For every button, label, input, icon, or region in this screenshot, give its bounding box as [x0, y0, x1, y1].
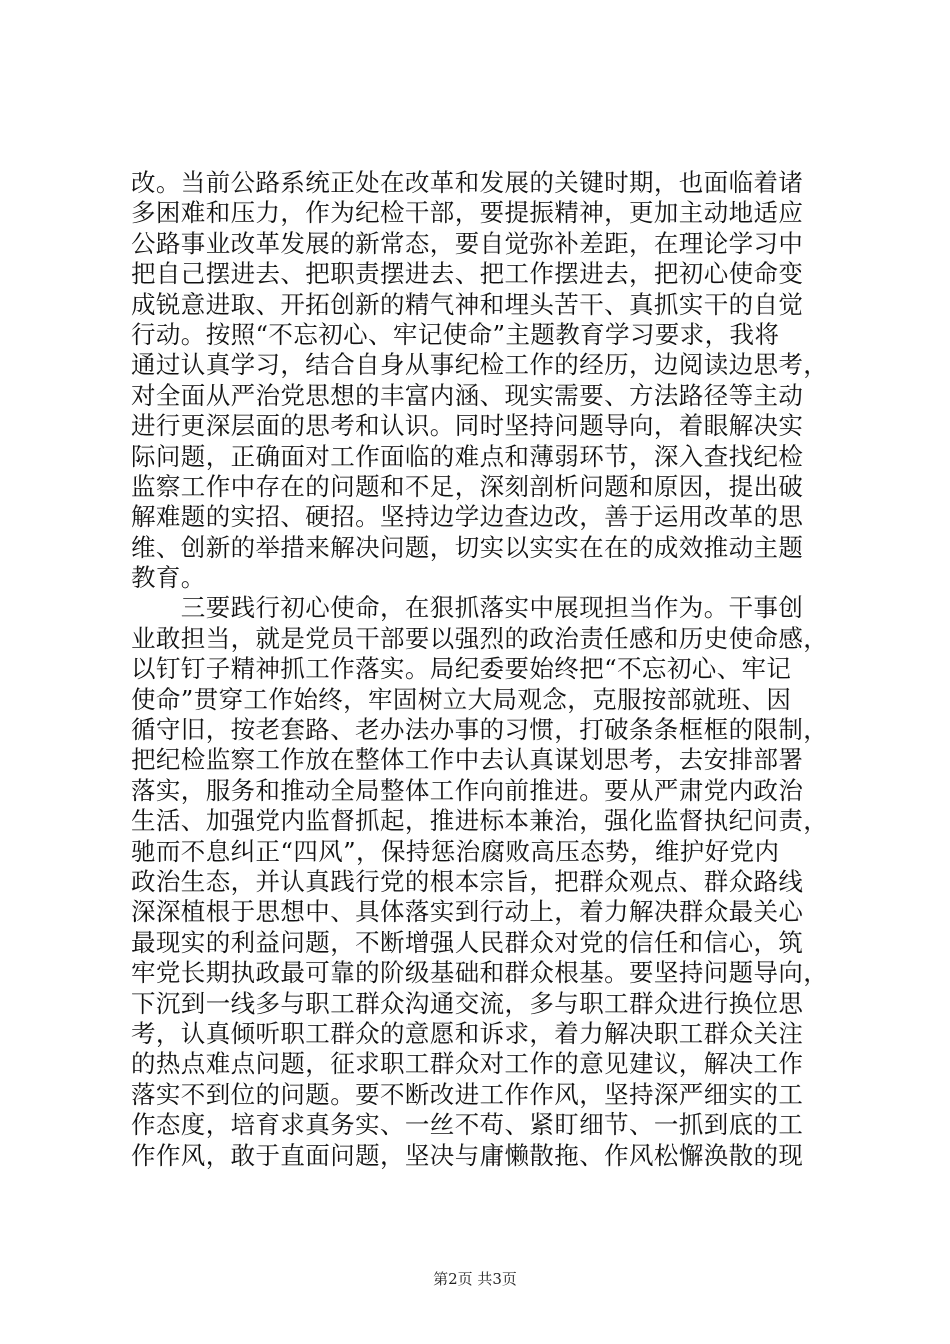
text-line: 深深植根于思想中、具体落实到行动上，着力解决群众最关心 [131, 897, 804, 927]
text-line: 落实不到位的问题。要不断改进工作作风，坚持深严细实的工 [131, 1079, 804, 1109]
text-line: 改。当前公路系统正处在改革和发展的关键时期，也面临着诸 [131, 168, 804, 197]
text-line: 行动。按照“不忘初心、牢记使命”主题教育学习要求，我将 [131, 319, 780, 349]
text-line: 使命”贯穿工作始终，牢固树立大局观念，克服按部就班、因 [131, 684, 792, 714]
text-line: 监察工作中存在的问题和不足，深刻剖析问题和原因，提出破 [131, 471, 804, 501]
text-line: 作态度，培育求真务实、一丝不苟、紧盯细节、一抓到底的工 [131, 1110, 804, 1140]
text-line: 落实，服务和推动全局整体工作向前推进。要从严肃党内政治 [131, 775, 804, 805]
text-line: 进行更深层面的思考和认识。同时坚持问题导向，着眼解决实 [131, 411, 804, 441]
page-number-footer: 第2页 共3页 [433, 1270, 517, 1288]
text-line: 以钉钉子精神抓工作落实。局纪委要始终把“不忘初心、牢记 [131, 654, 792, 684]
text-line: 维、创新的举措来解决问题，切实以实实在在的成效推动主题 [131, 532, 804, 562]
text-line: 教育。 [131, 563, 206, 593]
text-line: 对全面从严治党思想的丰富内涵、现实需要、方法路径等主动 [131, 380, 804, 410]
text-line: 下沉到一线多与职工群众沟通交流，多与职工群众进行换位思 [131, 988, 804, 1018]
text-line: 驰而不息纠正“四风”，保持惩治腐败高压态势，维护好党内 [131, 836, 780, 866]
text-line: 公路事业改革发展的新常态，要自觉弥补差距，在理论学习中 [131, 228, 804, 258]
text-line: 生活、加强党内监督抓起，推进标本兼治，强化监督执纪问责， [131, 806, 829, 836]
text-line: 多困难和压力，作为纪检干部，要提振精神，更加主动地适应 [131, 198, 804, 228]
text-line: 循守旧，按老套路、老办法办事的习惯，打破条条框框的限制， [131, 715, 829, 745]
text-line: 业敢担当，就是党员干部要以强烈的政治责任感和历史使命感， [131, 623, 829, 653]
text-line: 际问题，正确面对工作面临的难点和薄弱环节，深入查找纪检 [131, 441, 804, 471]
text-line: 解难题的实招、硬招。坚持边学边查边改，善于运用改革的思 [131, 502, 804, 532]
text-line: 把纪检监察工作放在整体工作中去认真谋划思考，去安排部署 [131, 745, 804, 775]
text-line: 把自己摆进去、把职责摆进去、把工作摆进去，把初心使命变 [131, 259, 804, 289]
text-line: 的热点难点问题，征求职工群众对工作的意见建议，解决工作 [131, 1049, 804, 1079]
document-body [131, 168, 831, 1171]
text-line: 作作风，敢于直面问题，坚决与庸懒散拖、作风松懈涣散的现 [131, 1140, 804, 1170]
text-line: 最现实的利益问题，不断增强人民群众对党的信任和信心，筑 [131, 927, 804, 957]
text-line: 成锐意进取、开拓创新的精气神和埋头苦干、真抓实干的自觉 [131, 289, 804, 319]
text-line: 牢党长期执政最可靠的阶级基础和群众根基。要坚持问题导向， [131, 958, 829, 988]
text-line: 考，认真倾听职工群众的意愿和诉求，着力解决职工群众关注 [131, 1018, 804, 1048]
text-line: 通过认真学习，结合自身从事纪检工作的经历，边阅读边思考， [131, 350, 829, 380]
text-line: 政治生态，并认真践行党的根本宗旨，把群众观点、群众路线 [131, 866, 804, 896]
paragraph-start-line: 三要践行初心使命，在狠抓落实中展现担当作为。干事创 [131, 593, 804, 623]
